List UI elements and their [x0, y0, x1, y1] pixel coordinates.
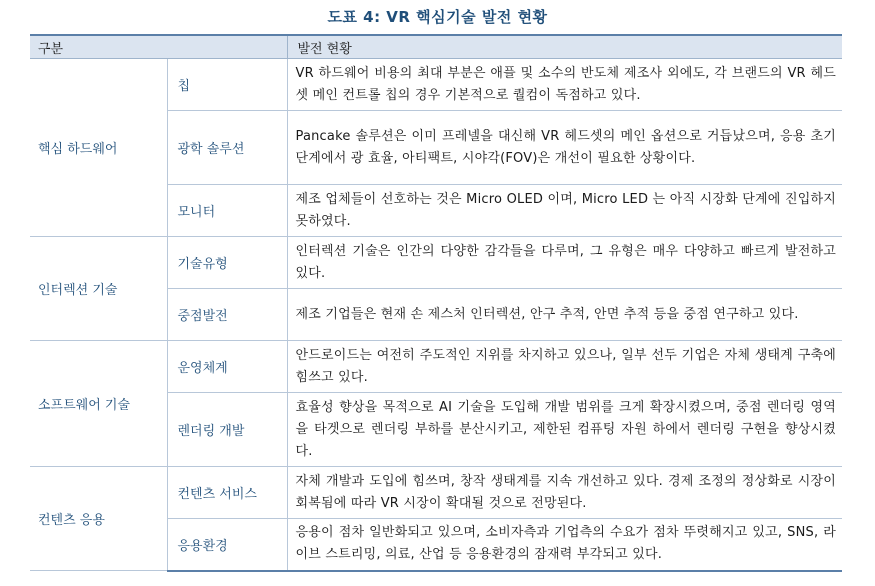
table-row — [30, 467, 842, 519]
category-cell: 핵심 하드웨어 — [30, 59, 167, 237]
subcategory-cell: 렌더링 개발 — [167, 393, 287, 467]
description-cell: 인터렉션 기술은 인간의 다양한 감각들을 다루며, 그 유형은 매우 다양하고 빠르게 발전하고 있다. — [287, 237, 842, 289]
description-cell: 자체 개발과 도입에 힘쓰며, 창작 생태계를 지속 개선하고 있다. 경제 조정의 정상화로 시장이 회복됨에 따라 VR 시장이 확대될 것으로 전망된다. — [287, 467, 842, 519]
header-row — [30, 35, 842, 59]
table-title: 도표 4: VR 핵심기술 발전 현황 — [327, 8, 548, 26]
description-cell: 응용이 점차 일반화되고 있으며, 소비자측과 기업측의 수요가 점차 뚜렷해지고 있고, SNS, 라이브 스트리밍, 의료, 산업 등 응용환경의 잠재력 부각되고 있다. — [287, 519, 842, 571]
category-cell: 소프트웨어 기술 — [30, 341, 167, 467]
subcategory-cell: 광학 솔루션 — [167, 111, 287, 185]
description-cell: 안드로이드는 여전히 주도적인 지위를 차지하고 있으나, 일부 선두 기업은 자체 생태계 구축에 힘쓰고 있다. — [287, 341, 842, 393]
header-status: 발전 현황 — [287, 35, 842, 59]
table-row — [30, 59, 842, 111]
subcategory-cell: 중점발전 — [167, 289, 287, 341]
description-cell: 효율성 향상을 목적으로 AI 기술을 도입해 개발 범위를 크게 확장시켰으며, 중점 렌더링 영역을 타겟으로 렌더링 부하를 분산시키고, 제한된 컴퓨팅 자원 하에서 렌더링 구현을 향상시켰다. — [287, 393, 842, 467]
subcategory-cell: 응용환경 — [167, 519, 287, 571]
description-cell: VR 하드웨어 비용의 최대 부분은 애플 및 소수의 반도체 제조사 외에도, 각 브랜드의 VR 헤드셋 메인 컨트롤 칩의 경우 기본적으로 퀄컴이 독점하고 있다. — [287, 59, 842, 111]
subcategory-cell: 칩 — [167, 59, 287, 111]
header-category: 구분 — [30, 35, 287, 59]
category-cell: 인터렉션 기술 — [30, 237, 167, 341]
description-cell: 제조 업체들이 선호하는 것은 Micro OLED 이며, Micro LED 는 아직 시장화 단계에 진입하지 못하였다. — [287, 185, 842, 237]
description-cell: Pancake 솔루션은 이미 프레넬을 대신해 VR 헤드셋의 메인 옵션으로 거듭났으며, 응용 초기 단계에서 광 효율, 아티팩트, 시야각(FOV)은 개선이 필요한 상황이다. — [287, 111, 842, 185]
table-row — [30, 237, 842, 289]
vr-tech-table — [30, 34, 842, 572]
category-cell: 컨텐츠 응용 — [30, 467, 167, 571]
subcategory-cell: 컨텐츠 서비스 — [167, 467, 287, 519]
description-cell: 제조 기업들은 현재 손 제스처 인터렉션, 안구 추적, 안면 추적 등을 중점 연구하고 있다. — [287, 289, 842, 341]
subcategory-cell: 기술유형 — [167, 237, 287, 289]
subcategory-cell: 모니터 — [167, 185, 287, 237]
table-row — [30, 341, 842, 393]
subcategory-cell: 운영체계 — [167, 341, 287, 393]
